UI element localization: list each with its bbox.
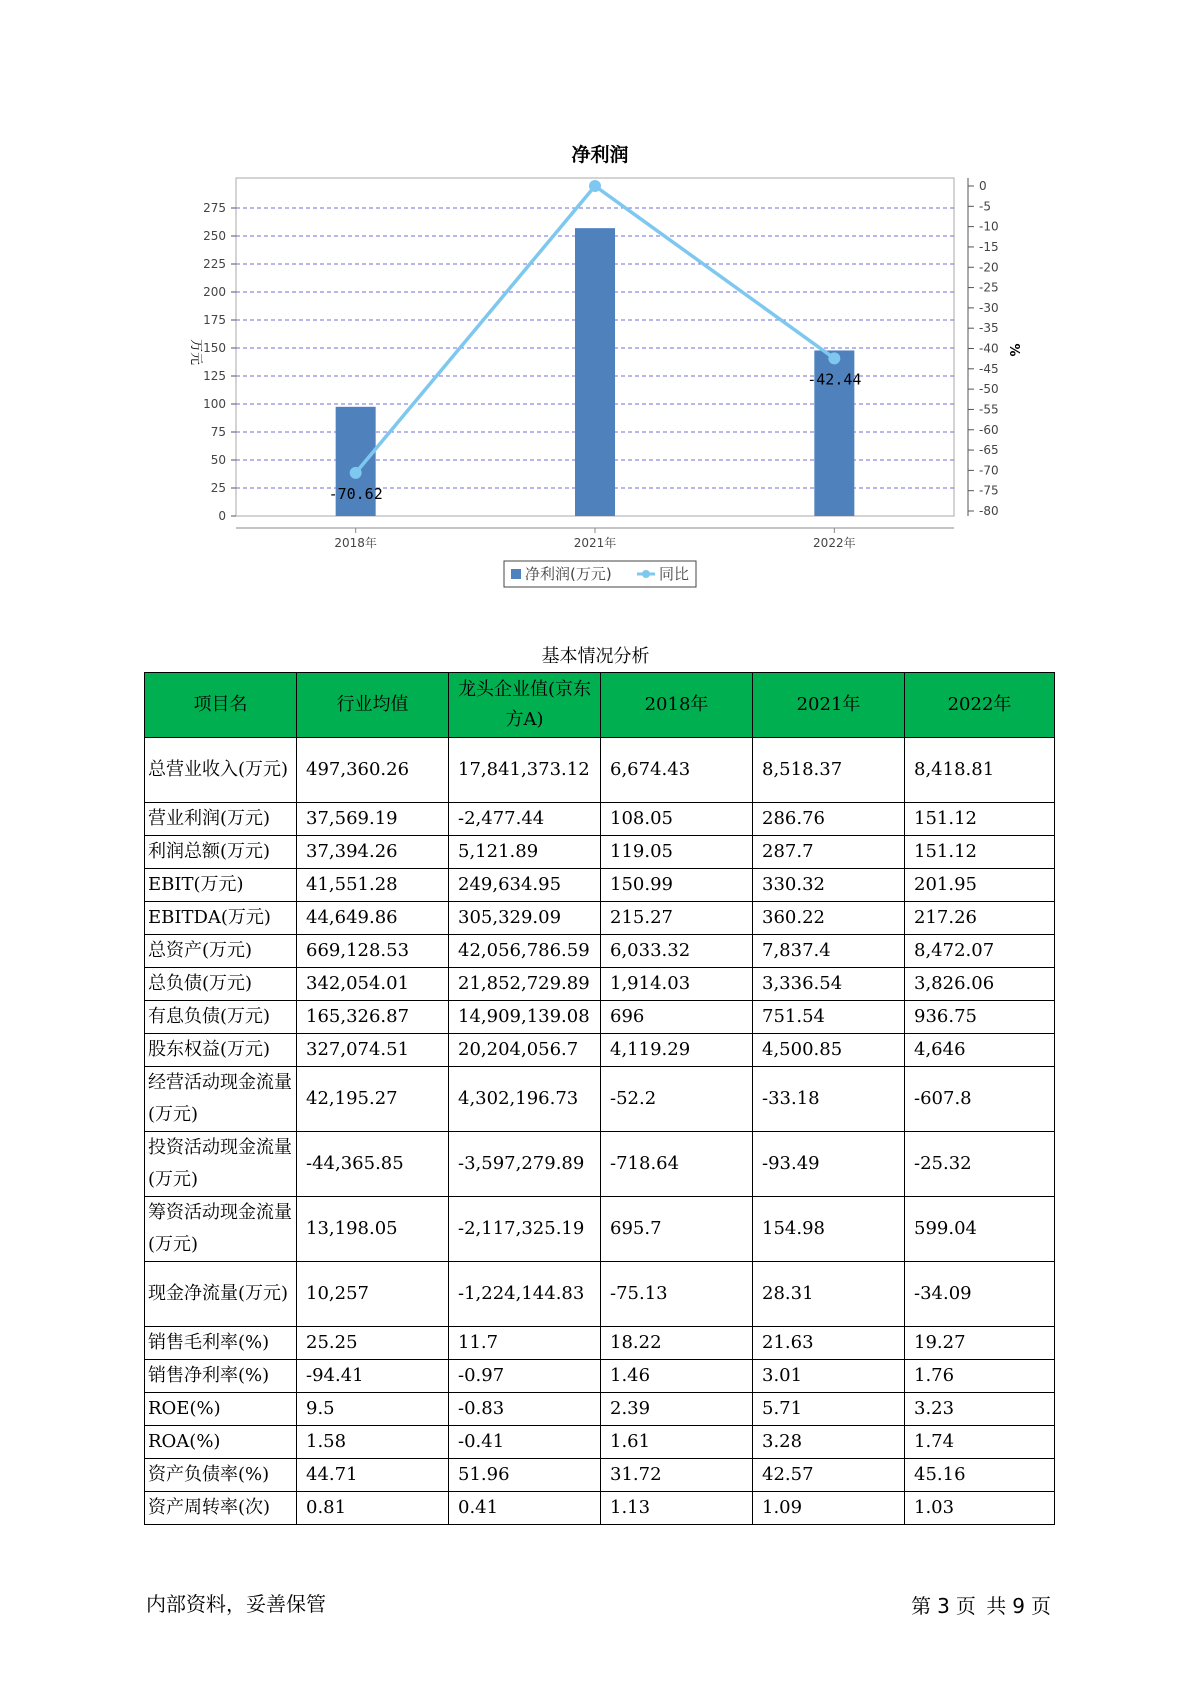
value-cell: -33.18	[753, 1067, 905, 1132]
value-cell: -0.41	[449, 1426, 601, 1459]
table-row	[145, 1327, 1055, 1360]
page-prefix: 第	[911, 1594, 932, 1618]
row-label-cell: 有息负债(万元)	[145, 1001, 297, 1034]
legend-swatch-bar	[511, 569, 521, 579]
value-cell: 286.76	[753, 803, 905, 836]
value-cell: -0.83	[449, 1393, 601, 1426]
table-row	[145, 935, 1055, 968]
chart-title: 净利润	[571, 144, 629, 166]
value-cell: 1,914.03	[601, 968, 753, 1001]
header-cell: 2022年	[905, 673, 1055, 738]
right-axis-tick-label: -40	[979, 341, 999, 356]
left-axis-tick-label: 175	[203, 313, 226, 327]
header-cell: 项目名	[145, 673, 297, 738]
value-cell: 14,909,139.08	[449, 1001, 601, 1034]
right-axis-tick-label: -35	[979, 321, 999, 336]
left-axis-title: 万元	[188, 338, 203, 366]
value-cell: 8,518.37	[753, 738, 905, 803]
line-yoy-point	[350, 467, 362, 479]
net-profit-chart	[0, 0, 1191, 600]
legend-label-line: 同比	[659, 565, 690, 583]
row-label-cell: 股东权益(万元)	[145, 1034, 297, 1067]
value-cell: 3.01	[753, 1360, 905, 1393]
value-cell: 0.41	[449, 1492, 601, 1525]
row-label-cell: 经营活动现金流量(万元)	[145, 1067, 297, 1132]
value-cell: 249,634.95	[449, 869, 601, 902]
table-row	[145, 836, 1055, 869]
row-label-cell: 投资活动现金流量(万元)	[145, 1132, 297, 1197]
table-row	[145, 1262, 1055, 1327]
left-axis-tick-label: 25	[210, 481, 226, 495]
value-cell: 287.7	[753, 836, 905, 869]
value-cell: -718.64	[601, 1132, 753, 1197]
value-cell: -0.97	[449, 1360, 601, 1393]
right-axis-tick-label: -60	[979, 422, 999, 437]
table-row	[145, 968, 1055, 1001]
value-cell: 42,056,786.59	[449, 935, 601, 968]
table-row	[145, 1001, 1055, 1034]
left-axis-tick-label: 100	[203, 397, 226, 411]
right-axis-tick-label: -45	[979, 361, 999, 376]
table-row	[145, 1034, 1055, 1067]
value-cell: -75.13	[601, 1262, 753, 1327]
left-axis-tick-label: 200	[203, 285, 226, 299]
value-cell: 37,394.26	[297, 836, 449, 869]
value-cell: 1.13	[601, 1492, 753, 1525]
value-cell: -25.32	[905, 1132, 1055, 1197]
value-cell: 154.98	[753, 1197, 905, 1262]
value-cell: 20,204,056.7	[449, 1034, 601, 1067]
value-cell: 8,418.81	[905, 738, 1055, 803]
value-cell: -94.41	[297, 1360, 449, 1393]
value-cell: 2.39	[601, 1393, 753, 1426]
table-row	[145, 1459, 1055, 1492]
header-cell: 2021年	[753, 673, 905, 738]
value-cell: 5.71	[753, 1393, 905, 1426]
value-cell: 5,121.89	[449, 836, 601, 869]
table-row	[145, 1132, 1055, 1197]
value-cell: 44,649.86	[297, 902, 449, 935]
left-axis-tick-label: 250	[203, 229, 226, 243]
value-cell: 936.75	[905, 1001, 1055, 1034]
value-cell: 3.28	[753, 1426, 905, 1459]
table-row	[145, 1492, 1055, 1525]
value-cell: 42,195.27	[297, 1067, 449, 1132]
value-cell: 37,569.19	[297, 803, 449, 836]
value-cell: 669,128.53	[297, 935, 449, 968]
value-cell: 45.16	[905, 1459, 1055, 1492]
left-axis-tick-label: 50	[210, 453, 226, 467]
value-cell: 1.09	[753, 1492, 905, 1525]
data-label: -70.62	[328, 484, 383, 503]
value-cell: 599.04	[905, 1197, 1055, 1262]
value-cell: -607.8	[905, 1067, 1055, 1132]
value-cell: -93.49	[753, 1132, 905, 1197]
header-cell: 行业均值	[297, 673, 449, 738]
value-cell: 151.12	[905, 836, 1055, 869]
value-cell: 41,551.28	[297, 869, 449, 902]
value-cell: 4,302,196.73	[449, 1067, 601, 1132]
value-cell: 6,674.43	[601, 738, 753, 803]
value-cell: 6,033.32	[601, 935, 753, 968]
value-cell: 165,326.87	[297, 1001, 449, 1034]
value-cell: 1.03	[905, 1492, 1055, 1525]
value-cell: -2,117,325.19	[449, 1197, 601, 1262]
x-axis-tick-label: 2018年	[334, 536, 377, 550]
left-axis-tick-label: 75	[210, 425, 226, 439]
value-cell: -2,477.44	[449, 803, 601, 836]
left-axis-tick-label: 0	[218, 509, 226, 523]
row-label-cell: EBIT(万元)	[145, 869, 297, 902]
left-axis-tick-label: 125	[203, 369, 226, 383]
value-cell: 7,837.4	[753, 935, 905, 968]
right-axis-tick-label: 0	[979, 179, 987, 193]
row-label-cell: 总负债(万元)	[145, 968, 297, 1001]
value-cell: 11.7	[449, 1327, 601, 1360]
table-row	[145, 1426, 1055, 1459]
table-row	[145, 1197, 1055, 1262]
value-cell: -3,597,279.89	[449, 1132, 601, 1197]
value-cell: 31.72	[601, 1459, 753, 1492]
page-suffix: 页	[1031, 1594, 1051, 1618]
right-axis-tick-label: -50	[979, 382, 999, 397]
value-cell: 695.7	[601, 1197, 753, 1262]
value-cell: 119.05	[601, 836, 753, 869]
right-axis-tick-label: -70	[979, 463, 999, 478]
table-caption: 基本情况分析	[541, 646, 650, 667]
value-cell: 1.74	[905, 1426, 1055, 1459]
row-label-cell: ROE(%)	[145, 1393, 297, 1426]
right-axis-tick-label: -80	[979, 504, 999, 518]
row-label-cell: 利润总额(万元)	[145, 836, 297, 869]
value-cell: 13,198.05	[297, 1197, 449, 1262]
value-cell: 8,472.07	[905, 935, 1055, 968]
footer-page-number	[908, 1590, 1054, 1619]
value-cell: 1.46	[601, 1360, 753, 1393]
row-label-cell: 营业利润(万元)	[145, 803, 297, 836]
right-axis-tick-label: -65	[979, 443, 999, 458]
right-axis-tick-label: -30	[979, 300, 999, 315]
value-cell: -44,365.85	[297, 1132, 449, 1197]
right-axis-tick-label: -75	[979, 483, 999, 498]
header-cell: 龙头企业值(京东方A)	[449, 673, 601, 738]
header-cell: 2018年	[601, 673, 753, 738]
value-cell: 3,826.06	[905, 968, 1055, 1001]
row-label-cell: EBITDA(万元)	[145, 902, 297, 935]
data-label: -42.44	[807, 370, 862, 389]
line-yoy-point	[589, 180, 601, 192]
line-yoy-point	[828, 352, 840, 364]
value-cell: 3,336.54	[753, 968, 905, 1001]
value-cell: 10,257	[297, 1262, 449, 1327]
chart-svg	[0, 0, 1191, 600]
value-cell: 497,360.26	[297, 738, 449, 803]
value-cell: 217.26	[905, 902, 1055, 935]
table-row	[145, 1360, 1055, 1393]
legend-swatch-line-marker	[642, 570, 650, 578]
value-cell: 330.32	[753, 869, 905, 902]
row-label-cell: 现金净流量(万元)	[145, 1262, 297, 1327]
value-cell: 21.63	[753, 1327, 905, 1360]
table-row	[145, 902, 1055, 935]
footer-confidential-note: 内部资料，妥善保管	[146, 1592, 326, 1616]
row-label-cell: 总资产(万元)	[145, 935, 297, 968]
row-label-cell: ROA(%)	[145, 1426, 297, 1459]
x-axis-tick-label: 2022年	[813, 536, 856, 550]
right-axis-tick-label: -10	[979, 219, 999, 234]
table-row	[145, 803, 1055, 836]
value-cell: 305,329.09	[449, 902, 601, 935]
value-cell: 4,500.85	[753, 1034, 905, 1067]
value-cell: 0.81	[297, 1492, 449, 1525]
legend-label-bar: 净利润(万元)	[525, 565, 612, 583]
value-cell: 151.12	[905, 803, 1055, 836]
row-label-cell: 筹资活动现金流量(万元)	[145, 1197, 297, 1262]
table-row	[145, 738, 1055, 803]
left-axis-tick-label: 150	[203, 341, 226, 355]
value-cell: 25.25	[297, 1327, 449, 1360]
value-cell: 42.57	[753, 1459, 905, 1492]
value-cell: 150.99	[601, 869, 753, 902]
value-cell: 696	[601, 1001, 753, 1034]
row-label-cell: 资产周转率(次)	[145, 1492, 297, 1525]
right-axis-tick-label: -25	[979, 280, 999, 295]
value-cell: 215.27	[601, 902, 753, 935]
value-cell: 327,074.51	[297, 1034, 449, 1067]
page-total: 9	[1012, 1594, 1025, 1618]
row-label-cell: 销售净利率(%)	[145, 1360, 297, 1393]
row-label-cell: 总营业收入(万元)	[145, 738, 297, 803]
table-row	[145, 869, 1055, 902]
value-cell: 17,841,373.12	[449, 738, 601, 803]
left-axis-tick-label: 225	[203, 257, 226, 271]
value-cell: 1.61	[601, 1426, 753, 1459]
row-label-cell: 资产负债率(%)	[145, 1459, 297, 1492]
value-cell: -52.2	[601, 1067, 753, 1132]
value-cell: 1.76	[905, 1360, 1055, 1393]
value-cell: 44.71	[297, 1459, 449, 1492]
value-cell: 18.22	[601, 1327, 753, 1360]
table-header-row	[145, 673, 1055, 738]
value-cell: 28.31	[753, 1262, 905, 1327]
right-axis-tick-label: -55	[979, 402, 999, 417]
value-cell: 360.22	[753, 902, 905, 935]
page-current: 3	[937, 1594, 950, 1618]
value-cell: 1.58	[297, 1426, 449, 1459]
basic-analysis-table	[144, 672, 1055, 1525]
right-axis-tick-label: -15	[979, 239, 999, 254]
bar-net-profit	[575, 228, 615, 516]
value-cell: 4,646	[905, 1034, 1055, 1067]
row-label-cell: 销售毛利率(%)	[145, 1327, 297, 1360]
page-mid: 页 共	[955, 1594, 1007, 1618]
value-cell: 751.54	[753, 1001, 905, 1034]
value-cell: 9.5	[297, 1393, 449, 1426]
value-cell: 108.05	[601, 803, 753, 836]
right-axis-tick-label: -5	[979, 199, 991, 214]
value-cell: 21,852,729.89	[449, 968, 601, 1001]
table-row	[145, 1067, 1055, 1132]
value-cell: 342,054.01	[297, 968, 449, 1001]
value-cell: 201.95	[905, 869, 1055, 902]
value-cell: -1,224,144.83	[449, 1262, 601, 1327]
value-cell: -34.09	[905, 1262, 1055, 1327]
x-axis-tick-label: 2021年	[573, 536, 617, 550]
right-axis-tick-label: -20	[979, 260, 999, 275]
value-cell: 19.27	[905, 1327, 1055, 1360]
table-row	[145, 1393, 1055, 1426]
left-axis-tick-label: 275	[203, 201, 226, 215]
value-cell: 51.96	[449, 1459, 601, 1492]
value-cell: 4,119.29	[601, 1034, 753, 1067]
right-axis-title: %	[1006, 343, 1021, 357]
value-cell: 3.23	[905, 1393, 1055, 1426]
